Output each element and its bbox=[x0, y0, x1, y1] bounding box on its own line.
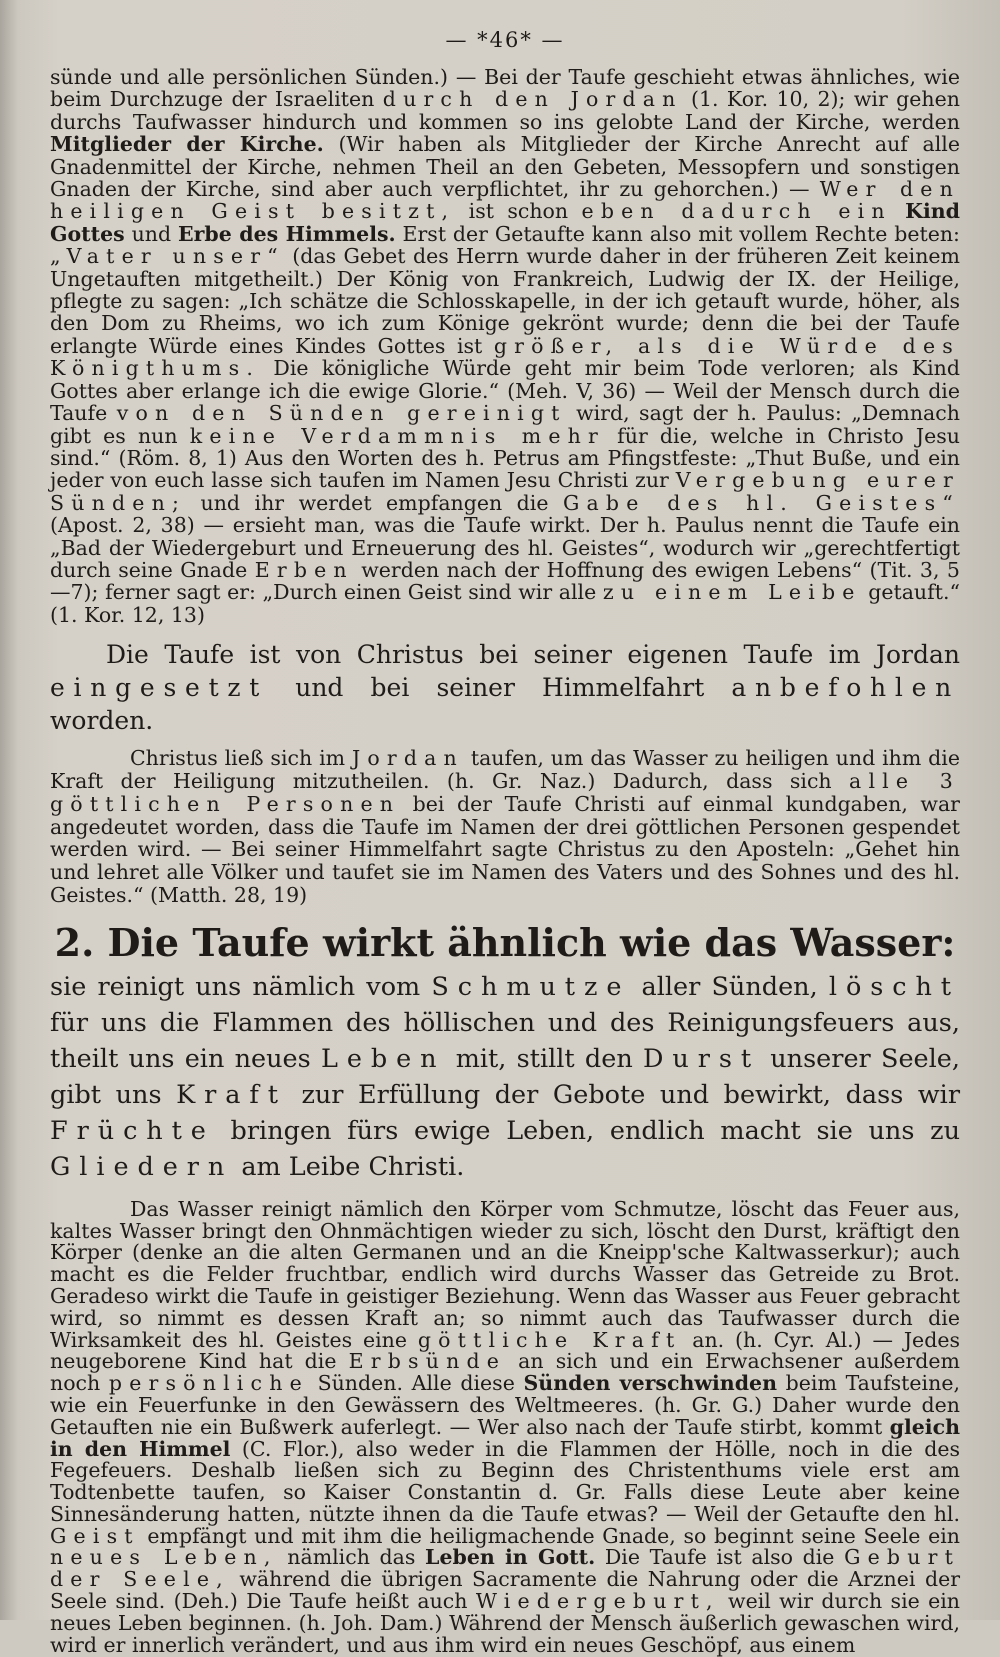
text: während die übrigen Sacramente die Nahrung oder die Arznei der Seele sind. (Deh.) Die Taufe heißt auch bbox=[50, 1567, 960, 1614]
text: und bei seiner Himmelfahrt bbox=[295, 673, 705, 703]
spaced-text: löscht bbox=[828, 971, 960, 1002]
text: (das Gebet des Herrn wurde daher in der früheren Zeit keinem Ungetauften mitgetheilt.) Der König von Frankreich, Ludwig der IX. der Heilige, pflegte zu sagen: „Ich schätze die Schlosskapelle, in der ich getauft wurde, höher, als den Dom zu Rheims, wo ich zum Könige gekrönt wurde; denn die bei der Taufe erlangte Würde eines Kindes Gottes ist bbox=[50, 244, 960, 358]
text: werden nach der Hoffnung des ewigen Lebens“ (Tit. 3, 5—7); ferner sagt er: „Durch einen Geist sind wir alle bbox=[50, 557, 960, 605]
text: für die, welche in Christo Jesu sind.“ (Röm. 8, 1) Aus den Worten des h. Petrus am Pfingstfeste: „Thut Buße, und ein jeder von euch lasse sich taufen im Namen Jesu Christi zur bbox=[50, 423, 960, 493]
text: sie reinigt uns nämlich vom bbox=[50, 971, 421, 1002]
text: (Wir haben als Mitglieder der Kirche Anrecht auf alle Gnadenmittel der Kirche, nehmen Theil an den Gebeten, Messopfern und sonstigen Gnaden der Kirche, sind aber auch verpflichtet, ihr zu gehorchen.) — bbox=[50, 132, 960, 202]
text: worden. bbox=[50, 706, 154, 736]
text: empfängt und mit ihm die heiligmachende Gnade, so beginnt seine Seele ein bbox=[147, 1523, 960, 1548]
text: wird, sagt der h. Paulus: „Demnach gibt es nun bbox=[50, 401, 960, 448]
spaced-text: durch den Jordan bbox=[382, 87, 683, 112]
text: am Leibe Christi. bbox=[241, 1151, 465, 1182]
spaced-text: Vergebung eurer Sünden; bbox=[50, 468, 961, 515]
text: (1. Kor. 10, 2); wir gehen durchs Taufwasser hindurch und kommen so ins gelobte Land der Kirche, werden bbox=[50, 87, 960, 134]
text: Erst der Getaufte kann also mit vollem Rechte beten: bbox=[402, 221, 960, 246]
spaced-text: Wer den heiligen Geist besitzt, bbox=[50, 177, 960, 224]
bold-text: Erbe des Himmels. bbox=[177, 221, 396, 246]
text: sünde und alle persönlichen Sünden.) — Bei der Taufe geschieht etwas ähnliches, wie beim Durchzuge der Israeliten bbox=[50, 65, 960, 112]
text: zur Erfüllung der Gebote und bewirkt, dass wir bbox=[301, 1079, 961, 1110]
text: weil wir durch sie ein neues Leben beginnen. (h. Joh. Dam.) Während der Mensch äußerlich gewaschen wird, wird er innerlich verändert, und aus ihm wird ein neues Geschöpf, aus einem bbox=[50, 1589, 960, 1657]
text: und bbox=[131, 221, 172, 246]
spaced-text: Geist bbox=[50, 1523, 140, 1548]
text: ist schon bbox=[468, 199, 569, 224]
text: Die königliche Würde geht mir beim Tode verloren; als Kind Gottes aber erlange ich die ewige Glorie.“ (Meh. V, 36) — Weil der Mensch durch die Taufe bbox=[50, 356, 960, 426]
text: Sünden. Alle diese bbox=[317, 1371, 515, 1396]
spaced-text: Durst bbox=[642, 1043, 761, 1074]
paragraph-jordan bbox=[50, 747, 960, 907]
paragraph-water-comparison bbox=[50, 1196, 960, 1657]
text: mit, stillt den bbox=[455, 1043, 633, 1074]
spaced-text: Leben bbox=[320, 1043, 446, 1074]
bold-text: gleich in den Himmel bbox=[50, 1414, 960, 1461]
spaced-text: eingesetzt bbox=[50, 673, 269, 703]
spaced-text: Schmutze bbox=[431, 971, 631, 1002]
spaced-text: anbefohlen bbox=[731, 673, 961, 703]
spaced-text: Kraft bbox=[176, 1079, 287, 1110]
text: bei der Taufe Christi auf einmal kundgaben, war angedeutet worden, dass die Taufe im Namen der drei göttlichen Personen gespendet werden wird. — Bei seiner Himmelfahrt sagte Christus zu den Aposteln: „Gehet hin und lehret alle Völker und taufet sie im Namen des Vaters und des Sohnes und des hl. Geistes.“ (Matth. 28, 19) bbox=[50, 791, 960, 907]
text: bringen fürs ewige Leben, endlich macht sie uns zu bbox=[230, 1115, 960, 1146]
bold-text: Leben in Gott. bbox=[425, 1545, 596, 1570]
text: und ihr werdet empfangen die bbox=[200, 490, 549, 515]
text: Die Taufe ist von Christus bei seiner eigenen Taufe im Jordan bbox=[106, 640, 960, 670]
text: aller Sünden, bbox=[641, 971, 818, 1002]
spaced-text: keine Verdammnis mehr bbox=[189, 423, 606, 448]
bold-text: Kind Gottes bbox=[50, 199, 960, 246]
paragraph-baptism-effects bbox=[50, 66, 960, 626]
spaced-text: „Vater unser“ bbox=[50, 244, 285, 269]
spaced-text: Geburt der Seele, bbox=[50, 1545, 960, 1592]
text: (Apost. 2, 38) — ersieht man, was die Taufe wirkt. Der h. Paulus nennt die Taufe ein „Bad der Wiedergeburt und Erneuerung des hl. Geistes“, wodurch wir „gerechtfertigt durch seine Gnade bbox=[50, 513, 960, 582]
spaced-text: Früchte bbox=[50, 1115, 215, 1146]
spaced-text: neues Leben, bbox=[50, 1545, 278, 1570]
spaced-text: eben dadurch ein bbox=[581, 199, 892, 224]
text: Das Wasser reinigt nämlich den Körper vom Schmutze, löscht das Feuer aus, kaltes Wasser bringt den Ohnmächtigen wieder zu sich, löscht den Durst, kräftigt den Körper (denke an die alten Germanen und an die Kneipp'sche Kaltwasserkur); auch macht es die Felder fruchtbar, endlich wird durchs Wasser das Getreide zu Brot. Geradeso wirkt die Taufe in geistiger Beziehung. Wenn das Wasser aus Feuer gebracht wird, so nimmt es dessen Kraft an; so nimmt auch das Taufwasser durch die Wirksamkeit des hl. Geistes eine bbox=[50, 1196, 960, 1352]
summary-paragraph bbox=[50, 969, 960, 1185]
text: beim Taufsteine, wie ein Feuerfunke in den Gewässern des Weltmeeres. (h. Gr. G.) Daher wurde den Getauften nie ein Bußwerk auferlegt. — Wer also nach der Taufe stirbt, kommt bbox=[50, 1371, 960, 1439]
spaced-text: alle 3 göttlichen Personen bbox=[50, 768, 961, 816]
spaced-text: Gliedern bbox=[50, 1151, 234, 1182]
text: für uns die Flammen des höllischen und des Reinigungsfeuers aus, theilt uns ein neues bbox=[50, 1007, 960, 1074]
thesis-institution bbox=[50, 638, 960, 737]
spaced-text: göttliche Kraft bbox=[417, 1327, 682, 1352]
bold-text: Sünden verschwinden bbox=[523, 1371, 777, 1396]
text: an sich und ein Erwachsener außerdem noch bbox=[50, 1349, 960, 1396]
spaced-text: Erbsünde bbox=[348, 1349, 507, 1374]
spaced-text: Jordan bbox=[351, 746, 464, 771]
spaced-text: größer, als die Würde des Königthums. bbox=[50, 333, 960, 381]
section-heading: 2. Die Taufe wirkt ähnlich wie das Wasser: bbox=[54, 919, 956, 965]
page-number: — *46* — bbox=[445, 28, 565, 52]
spaced-text: Erben bbox=[254, 557, 354, 582]
spaced-text: Wiedergeburt, bbox=[475, 1589, 720, 1614]
spaced-text: Gabe des hl. Geistes“ bbox=[562, 490, 960, 515]
spaced-text: zu einem Leibe bbox=[602, 580, 862, 605]
text: Christus ließ sich im bbox=[130, 746, 346, 771]
spaced-text: von den Sünden gereinigt bbox=[116, 401, 567, 426]
text: (C. Flor.), also weder in die Flammen der Hölle, noch in die des Fegefeuers. Deshalb ließen sich zu Beginn des Christenthums viele erst am Todtenbette taufen, so Kaiser Constantin d. Gr. Falls diese Leute aber keine Sinnesänderung hatten, nützte ihnen da die Taufe etwas? — Weil der Getaufte den hl. bbox=[50, 1436, 960, 1526]
spaced-text: persönliche bbox=[108, 1371, 309, 1396]
text: taufen, um das Wasser zu heiligen und ihm die Kraft der Heiligung mitzutheilen. (h. Gr. Naz.) Dadurch, dass sich bbox=[50, 746, 960, 793]
text: unserer Seele, gibt uns bbox=[50, 1043, 960, 1110]
text: an. (h. Cyr. Al.) — Jedes neugeborene Kind hat die bbox=[50, 1327, 960, 1374]
text: nämlich das bbox=[287, 1545, 416, 1570]
bold-text: Mitglieder der Kirche. bbox=[50, 132, 324, 157]
text: Die Taufe ist also die bbox=[604, 1545, 835, 1570]
text: getauft.“ (1. Kor. 12, 13) bbox=[50, 580, 960, 627]
page-fold-shadow bbox=[0, 0, 18, 1620]
